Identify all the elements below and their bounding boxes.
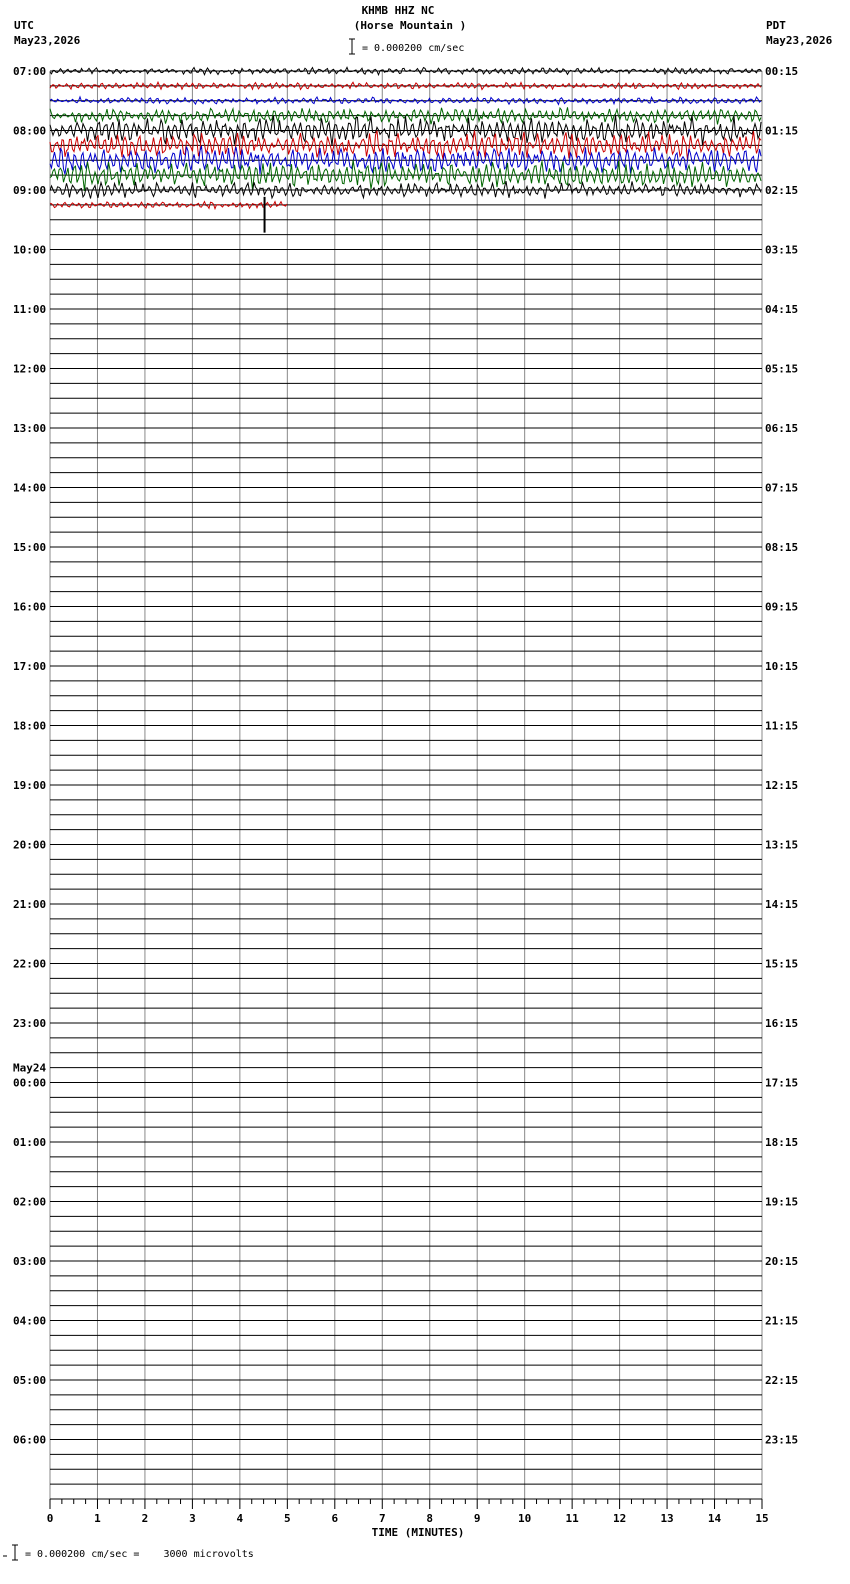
x-tick-label: 15 xyxy=(755,1512,769,1525)
x-axis-label: TIME (MINUTES) xyxy=(371,1526,465,1539)
pdt-hour-label: 12:15 xyxy=(765,779,799,792)
x-tick-label: 5 xyxy=(284,1512,291,1525)
pdt-hour-label: 03:15 xyxy=(765,243,799,257)
pdt-hour-label: 08:15 xyxy=(765,541,799,554)
utc-hour-label: 16:00 xyxy=(13,600,47,614)
utc-hour-label: 09:00 xyxy=(13,184,47,197)
utc-hour-label: 01:00 xyxy=(13,1136,47,1149)
utc-hour-label: 05:00 xyxy=(13,1374,47,1387)
utc-hour-label: 19:00 xyxy=(13,779,47,792)
x-tick-label: 2 xyxy=(141,1512,149,1525)
utc-hour-label: 23:00 xyxy=(13,1017,47,1030)
pdt-hour-label: 11:15 xyxy=(765,719,799,733)
pdt-hour-label: 20:15 xyxy=(765,1255,799,1268)
pdt-hour-label: 14:15 xyxy=(765,898,799,911)
pdt-hour-label: 05:15 xyxy=(765,362,799,376)
utc-hour-label: 20:00 xyxy=(13,838,47,852)
pdt-hour-label: 18:15 xyxy=(765,1136,799,1149)
pdt-hour-label: 17:15 xyxy=(765,1076,799,1090)
pdt-hour-label: 16:15 xyxy=(765,1017,799,1030)
pdt-hour-label: 02:15 xyxy=(765,184,799,197)
right-timezone: PDT xyxy=(766,19,786,32)
pdt-hour-label: 07:15 xyxy=(765,481,799,495)
x-tick-label: 13 xyxy=(660,1512,674,1525)
utc-hour-label: 13:00 xyxy=(13,422,47,435)
grid xyxy=(50,71,762,1499)
pdt-hour-label: 01:15 xyxy=(765,124,799,138)
pdt-hour-label: 15:15 xyxy=(765,957,799,971)
scale-text: = 0.000200 cm/sec xyxy=(362,43,465,54)
x-tick-label: 12 xyxy=(612,1512,627,1525)
pdt-hour-label: 06:15 xyxy=(765,422,799,435)
utc-hour-label: 03:00 xyxy=(13,1255,47,1268)
x-tick-label: 1 xyxy=(94,1512,101,1525)
x-tick-label: 7 xyxy=(378,1512,386,1525)
pdt-hour-label: 10:15 xyxy=(765,660,799,673)
seismic-traces xyxy=(50,67,761,232)
x-tick-label: 3 xyxy=(189,1512,196,1525)
pdt-hour-label: 00:15 xyxy=(765,65,799,78)
x-tick-label: 0 xyxy=(46,1512,54,1525)
utc-hour-label: 12:00 xyxy=(13,362,47,376)
utc-hour-label: 17:00 xyxy=(13,660,47,673)
left-timezone: UTC xyxy=(14,19,34,32)
pdt-hour-label: 21:15 xyxy=(765,1314,799,1328)
right-date: May23,2026 xyxy=(766,34,833,47)
left-date: May23,2026 xyxy=(14,34,81,47)
footer-scale-text: = 0.000200 cm/sec = 3000 microvolts xyxy=(25,1549,254,1560)
time-axis xyxy=(47,1499,769,1539)
utc-hour-label: 15:00 xyxy=(13,541,47,554)
utc-hour-label: 14:00 xyxy=(13,481,47,495)
pdt-hour-label: 04:15 xyxy=(765,303,799,316)
utc-hour-label: 04:00 xyxy=(13,1314,47,1328)
utc-hour-label: 07:00 xyxy=(13,65,47,78)
utc-hour-label: 18:00 xyxy=(13,719,47,733)
x-tick-label: 14 xyxy=(707,1512,722,1525)
utc-hour-label: 00:00 xyxy=(13,1076,47,1090)
x-tick-label: 8 xyxy=(426,1512,434,1525)
pdt-hour-label: 09:15 xyxy=(765,600,799,614)
footer-scale-bar-icon xyxy=(3,1545,18,1560)
utc-hour-label: 02:00 xyxy=(13,1195,47,1209)
pdt-hour-label: 23:15 xyxy=(765,1433,799,1447)
x-tick-label: 11 xyxy=(565,1512,579,1525)
x-tick-label: 4 xyxy=(236,1512,244,1525)
utc-hour-label: 06:00 xyxy=(13,1433,47,1447)
scale-bar-icon xyxy=(349,39,355,54)
utc-hour-label: 11:00 xyxy=(13,303,47,316)
utc-hour-label: 21:00 xyxy=(13,898,47,911)
utc-hour-label: 08:00 xyxy=(13,124,47,138)
x-tick-label: 10 xyxy=(518,1512,532,1525)
x-tick-label: 9 xyxy=(473,1512,481,1525)
date-change-label: May24 xyxy=(13,1061,47,1075)
utc-hour-label: 10:00 xyxy=(13,243,47,257)
x-tick-label: 6 xyxy=(331,1512,339,1525)
station-title: KHMB HHZ NC xyxy=(361,4,435,17)
pdt-hour-label: 19:15 xyxy=(765,1195,799,1209)
pdt-hour-label: 13:15 xyxy=(765,838,799,852)
station-location: (Horse Mountain ) xyxy=(353,19,467,32)
utc-hour-label: 22:00 xyxy=(13,957,47,971)
pdt-hour-label: 22:15 xyxy=(765,1374,799,1387)
